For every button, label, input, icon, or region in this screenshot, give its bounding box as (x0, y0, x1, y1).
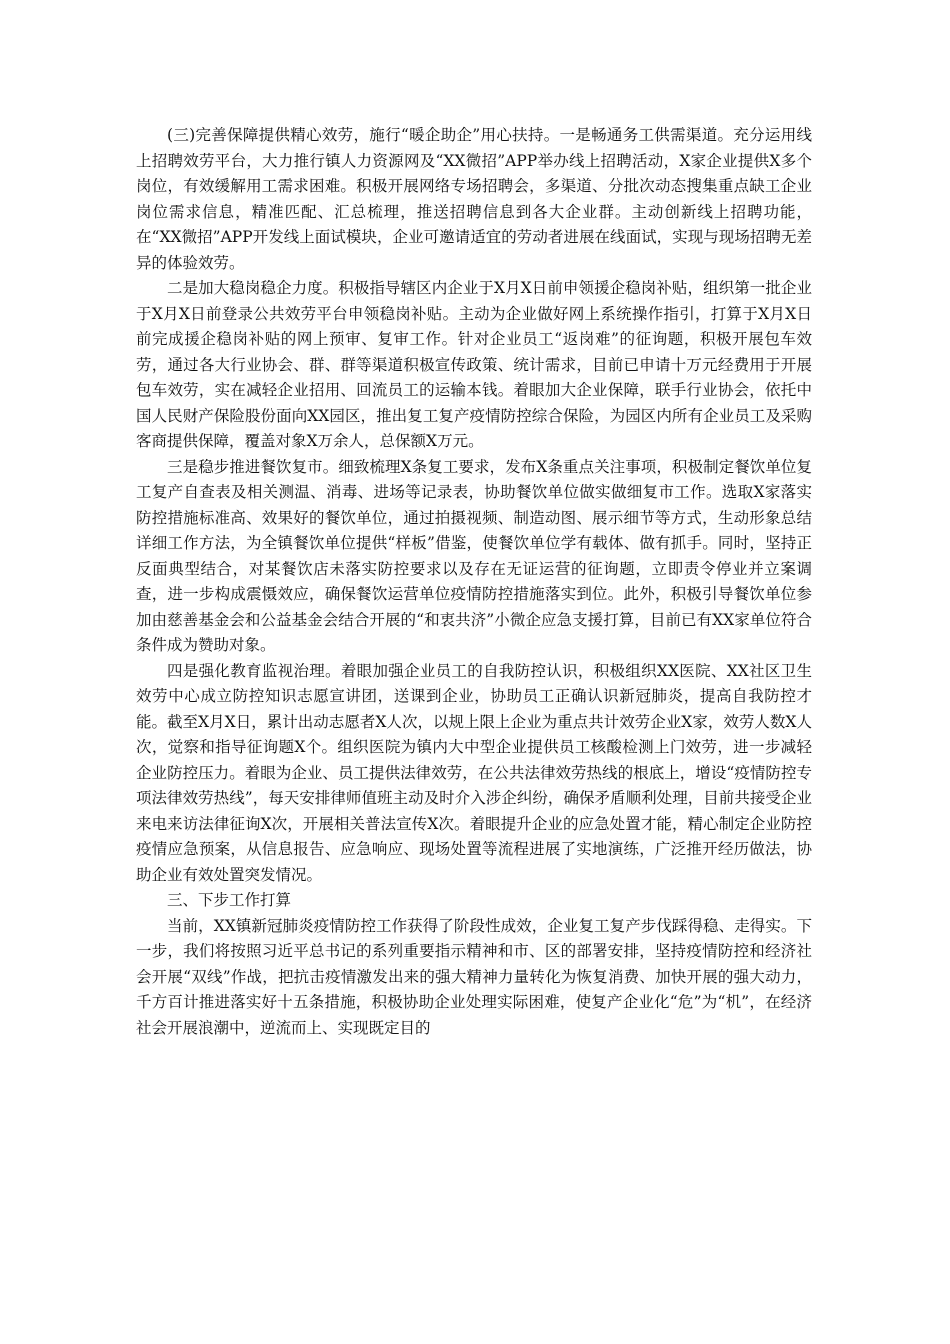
paragraph-stabilize-jobs: 二是加大稳岗稳企力度。积极指导辖区内企业于X月X日前申领援企稳岗补贴，组织第一批企业于X月X日前登录公共效劳平台申领稳岗补贴。主动为企业做好网上系统操作指引，打算于X月X日前完成援企稳岗补贴的网上预审、复审工作。针对企业员工“返岗难”的征询题，积极开展包车效劳，通过各大行业协会、群、群等渠道积极宣传政策、统计需求，目前已申请十万元经费用于开展包车效劳，实在减轻企业招用、回流员工的运输本钱。着眼加大企业保障，联手行业协会，依托中国人民财产保险股份面向XX园区，推出复工复产疫情防控综合保险，为园区内所有企业员工及采购客商提供保障，覆盖对象X万余人，总保额X万元。 (136, 279, 812, 450)
paragraph-next-steps: 当前，XX镇新冠肺炎疫情防控工作获得了阶段性成效，企业复工复产步伐踩得稳、走得实。下一步，我们将按照习近平总书记的系列重要指示精神和市、区的部署安排，坚持疫情防控和经济社会开展“双线”作战，把抗击疫情激发出来的强大精神力量转化为恢复消费、加快开展的强大动力，千方百计推进落实好十五条措施，积极协助企业处理实际困难，使复产企业化“危”为“机”，在经济社会开展浪潮中，逆流而上、实现既定目的 (136, 916, 812, 1037)
document-body (136, 123, 812, 1041)
paragraph-education-supervision: 四是强化教育监视治理。着眼加强企业员工的自我防控认识，积极组织XX医院、XX社区卫生效劳中心成立防控知识志愿宣讲团，送课到企业，协助员工正确认识新冠肺炎，提高自我防控才能。截至X月X日，累计出动志愿者X人次，以规上限上企业为重点共计效劳企业X家，效劳人数X人次，觉察和指导征询题X个。组织医院为镇内大中型企业提供员工核酸检测上门效劳，进一步减轻企业防控压力。着眼为企业、员工提供法律效劳，在公共法律效劳热线的根底上，增设“疫情防控专项法律效劳热线”，每天安排律师值班主动及时介入涉企纠纷，确保矛盾顺利处理，目前共接受企业来电来访法律征询X次，开展相关普法宣传X次。着眼提升企业的应急处置才能，精心制定企业防控疫情应急预案，从信息报告、应急响应、现场处置等流程进展了实地演练，广泛推开经历做法，协助企业有效处置突发情况。 (136, 661, 812, 884)
section-heading-next-steps: 三、下步工作打算 (167, 891, 292, 909)
paragraph-safeguard-services: (三)完善保障提供精心效劳，施行“暖企助企”用心扶持。一是畅通务工供需渠道。充分运用线上招聘效劳平台，大力推行镇人力资源网及“XX微招”APP举办线上招聘活动，X家企业提供X多个岗位，有效缓解用工需求困难。积极开展网络专场招聘会，多渠道、分批次动态搜集重点缺工企业岗位需求信息，精准匹配、汇总梳理，推送招聘信息到各大企业群。主动创新线上招聘功能，在“XX微招”APP开发线上面试模块，企业可邀请适宜的劳动者进展在线面试，实现与现场招聘无差异的体验效劳。 (136, 126, 812, 272)
paragraph-catering-reopening: 三是稳步推进餐饮复市。细致梳理X条复工要求，发布X条重点关注事项，积极制定餐饮单位复工复产自查表及相关测温、消毒、进场等记录表，协助餐饮单位做实做细复市工作。选取X家落实防控措施标准高、效果好的餐饮单位，通过拍摄视频、制造动图、展示细节等方式，生动形象总结详细工作方法，为全镇餐饮单位提供“样板”借鉴，使餐饮单位学有载体、做有抓手。同时，坚持正反面典型结合，对某餐饮店未落实防控要求以及存在无证运营的征询题，立即责令停业并立案调查，进一步构成震慑效应，确保餐饮运营单位疫情防控措施落实到位。此外，积极引导餐饮单位参加由慈善基金会和公益基金会结合开展的“和衷共济”小微企应急支援打算，目前已有XX家单位符合条件成为赞助对象。 (136, 457, 812, 654)
